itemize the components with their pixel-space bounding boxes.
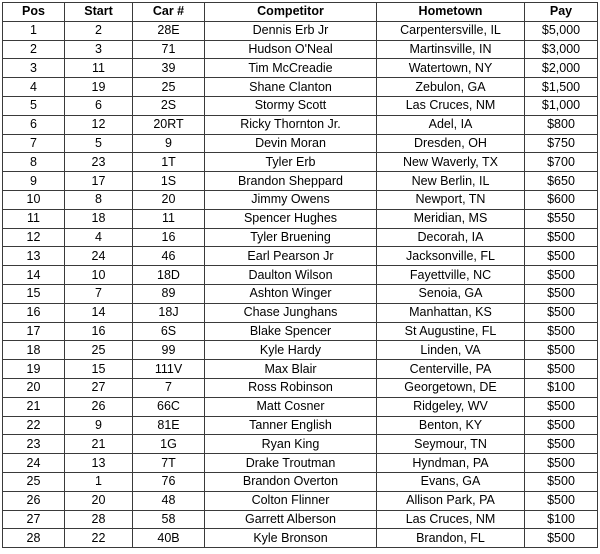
cell-hometown: Newport, TN: [377, 190, 525, 209]
header-competitor: Competitor: [205, 3, 377, 22]
cell-pos: 28: [3, 529, 65, 548]
table-row: [3, 341, 598, 360]
table-body: [3, 21, 598, 547]
table-row: [3, 491, 598, 510]
cell-pos: 9: [3, 172, 65, 191]
cell-start: 24: [65, 247, 133, 266]
cell-competitor: Spencer Hughes: [205, 209, 377, 228]
cell-pos: 26: [3, 491, 65, 510]
cell-pos: 6: [3, 115, 65, 134]
cell-pay: $500: [525, 360, 598, 379]
cell-start: 17: [65, 172, 133, 191]
cell-pay: $3,000: [525, 40, 598, 59]
table-row: [3, 529, 598, 548]
cell-hometown: Watertown, NY: [377, 59, 525, 78]
cell-start: 6: [65, 96, 133, 115]
cell-pay: $500: [525, 454, 598, 473]
cell-start: 7: [65, 284, 133, 303]
cell-start: 26: [65, 397, 133, 416]
cell-competitor: Max Blair: [205, 360, 377, 379]
cell-start: 16: [65, 322, 133, 341]
cell-hometown: Hyndman, PA: [377, 454, 525, 473]
cell-pay: $500: [525, 322, 598, 341]
cell-start: 27: [65, 378, 133, 397]
cell-hometown: Linden, VA: [377, 341, 525, 360]
cell-pos: 5: [3, 96, 65, 115]
cell-competitor: Ross Robinson: [205, 378, 377, 397]
table-row: [3, 360, 598, 379]
cell-competitor: Tyler Bruening: [205, 228, 377, 247]
table-header: [3, 3, 598, 22]
cell-competitor: Kyle Bronson: [205, 529, 377, 548]
cell-pay: $500: [525, 416, 598, 435]
table-row: [3, 322, 598, 341]
cell-pay: $750: [525, 134, 598, 153]
table-row: [3, 228, 598, 247]
cell-competitor: Hudson O'Neal: [205, 40, 377, 59]
cell-competitor: Brandon Sheppard: [205, 172, 377, 191]
cell-competitor: Tyler Erb: [205, 153, 377, 172]
cell-car: 6S: [133, 322, 205, 341]
table-row: [3, 266, 598, 285]
cell-competitor: Blake Spencer: [205, 322, 377, 341]
cell-hometown: Senoia, GA: [377, 284, 525, 303]
cell-start: 12: [65, 115, 133, 134]
cell-start: 3: [65, 40, 133, 59]
cell-competitor: Shane Clanton: [205, 78, 377, 97]
cell-car: 99: [133, 341, 205, 360]
cell-start: 20: [65, 491, 133, 510]
table-row: [3, 454, 598, 473]
cell-start: 25: [65, 341, 133, 360]
cell-pos: 2: [3, 40, 65, 59]
cell-competitor: Tim McCreadie: [205, 59, 377, 78]
cell-pay: $500: [525, 247, 598, 266]
cell-hometown: Centerville, PA: [377, 360, 525, 379]
cell-pay: $500: [525, 491, 598, 510]
cell-hometown: Georgetown, DE: [377, 378, 525, 397]
cell-car: 46: [133, 247, 205, 266]
cell-hometown: Evans, GA: [377, 472, 525, 491]
cell-car: 40B: [133, 529, 205, 548]
cell-car: 7: [133, 378, 205, 397]
table-row: [3, 472, 598, 491]
cell-start: 19: [65, 78, 133, 97]
cell-pos: 11: [3, 209, 65, 228]
cell-pos: 15: [3, 284, 65, 303]
cell-pay: $500: [525, 397, 598, 416]
cell-hometown: St Augustine, FL: [377, 322, 525, 341]
cell-pos: 23: [3, 435, 65, 454]
cell-competitor: Earl Pearson Jr: [205, 247, 377, 266]
table-row: [3, 303, 598, 322]
cell-car: 1T: [133, 153, 205, 172]
table-row: [3, 172, 598, 191]
table-row: [3, 59, 598, 78]
cell-start: 13: [65, 454, 133, 473]
cell-pos: 1: [3, 21, 65, 40]
cell-hometown: Fayettville, NC: [377, 266, 525, 285]
cell-pos: 3: [3, 59, 65, 78]
cell-hometown: Zebulon, GA: [377, 78, 525, 97]
cell-competitor: Drake Troutman: [205, 454, 377, 473]
cell-car: 71: [133, 40, 205, 59]
cell-pay: $500: [525, 435, 598, 454]
cell-hometown: Dresden, OH: [377, 134, 525, 153]
table-row: [3, 510, 598, 529]
cell-hometown: Meridian, MS: [377, 209, 525, 228]
cell-pay: $2,000: [525, 59, 598, 78]
cell-car: 1G: [133, 435, 205, 454]
cell-car: 16: [133, 228, 205, 247]
cell-pos: 8: [3, 153, 65, 172]
cell-pay: $100: [525, 378, 598, 397]
cell-competitor: Ricky Thornton Jr.: [205, 115, 377, 134]
table-row: [3, 209, 598, 228]
cell-pos: 21: [3, 397, 65, 416]
cell-pay: $600: [525, 190, 598, 209]
cell-start: 4: [65, 228, 133, 247]
cell-competitor: Stormy Scott: [205, 96, 377, 115]
cell-start: 11: [65, 59, 133, 78]
cell-hometown: Manhattan, KS: [377, 303, 525, 322]
header-hometown: Hometown: [377, 3, 525, 22]
cell-competitor: Devin Moran: [205, 134, 377, 153]
table-row: [3, 284, 598, 303]
cell-start: 8: [65, 190, 133, 209]
cell-competitor: Chase Junghans: [205, 303, 377, 322]
cell-car: 18D: [133, 266, 205, 285]
cell-start: 23: [65, 153, 133, 172]
cell-pos: 24: [3, 454, 65, 473]
cell-competitor: Jimmy Owens: [205, 190, 377, 209]
cell-pay: $550: [525, 209, 598, 228]
cell-car: 48: [133, 491, 205, 510]
table-row: [3, 78, 598, 97]
cell-car: 18J: [133, 303, 205, 322]
cell-car: 28E: [133, 21, 205, 40]
cell-hometown: Ridgeley, WV: [377, 397, 525, 416]
cell-pos: 4: [3, 78, 65, 97]
cell-pos: 10: [3, 190, 65, 209]
cell-hometown: New Waverly, TX: [377, 153, 525, 172]
table-row: [3, 435, 598, 454]
cell-pay: $500: [525, 529, 598, 548]
cell-pos: 7: [3, 134, 65, 153]
cell-hometown: Allison Park, PA: [377, 491, 525, 510]
cell-start: 14: [65, 303, 133, 322]
cell-pay: $500: [525, 228, 598, 247]
cell-competitor: Dennis Erb Jr: [205, 21, 377, 40]
cell-car: 89: [133, 284, 205, 303]
header-pos: Pos: [3, 3, 65, 22]
table-row: [3, 416, 598, 435]
cell-competitor: Tanner English: [205, 416, 377, 435]
cell-pay: $650: [525, 172, 598, 191]
cell-pos: 25: [3, 472, 65, 491]
cell-pay: $800: [525, 115, 598, 134]
cell-pay: $500: [525, 341, 598, 360]
cell-pay: $500: [525, 303, 598, 322]
cell-car: 20RT: [133, 115, 205, 134]
cell-competitor: Kyle Hardy: [205, 341, 377, 360]
header-car: Car #: [133, 3, 205, 22]
cell-pay: $1,500: [525, 78, 598, 97]
cell-pay: $1,000: [525, 96, 598, 115]
cell-pay: $100: [525, 510, 598, 529]
cell-car: 76: [133, 472, 205, 491]
cell-car: 1S: [133, 172, 205, 191]
cell-hometown: Jacksonville, FL: [377, 247, 525, 266]
cell-start: 21: [65, 435, 133, 454]
cell-competitor: Matt Cosner: [205, 397, 377, 416]
cell-pos: 22: [3, 416, 65, 435]
cell-hometown: Las Cruces, NM: [377, 510, 525, 529]
cell-pos: 13: [3, 247, 65, 266]
table-row: [3, 96, 598, 115]
cell-pay: $5,000: [525, 21, 598, 40]
cell-competitor: Ryan King: [205, 435, 377, 454]
cell-car: 81E: [133, 416, 205, 435]
cell-pay: $500: [525, 266, 598, 285]
cell-competitor: Garrett Alberson: [205, 510, 377, 529]
cell-pos: 20: [3, 378, 65, 397]
cell-competitor: Colton Flinner: [205, 491, 377, 510]
table-row: [3, 397, 598, 416]
cell-pay: $500: [525, 284, 598, 303]
cell-start: 1: [65, 472, 133, 491]
cell-hometown: New Berlin, IL: [377, 172, 525, 191]
cell-pos: 18: [3, 341, 65, 360]
table-row: [3, 153, 598, 172]
cell-start: 2: [65, 21, 133, 40]
cell-pos: 27: [3, 510, 65, 529]
table-row: [3, 247, 598, 266]
cell-competitor: Ashton Winger: [205, 284, 377, 303]
cell-car: 2S: [133, 96, 205, 115]
table-row: [3, 378, 598, 397]
cell-hometown: Martinsville, IN: [377, 40, 525, 59]
cell-car: 20: [133, 190, 205, 209]
cell-hometown: Brandon, FL: [377, 529, 525, 548]
cell-pay: $500: [525, 472, 598, 491]
cell-car: 11: [133, 209, 205, 228]
header-row: [3, 3, 598, 22]
cell-start: 18: [65, 209, 133, 228]
results-table: [2, 2, 598, 548]
cell-hometown: Adel, IA: [377, 115, 525, 134]
header-pay: Pay: [525, 3, 598, 22]
cell-start: 10: [65, 266, 133, 285]
cell-competitor: Daulton Wilson: [205, 266, 377, 285]
cell-start: 15: [65, 360, 133, 379]
cell-start: 22: [65, 529, 133, 548]
cell-hometown: Benton, KY: [377, 416, 525, 435]
cell-competitor: Brandon Overton: [205, 472, 377, 491]
cell-car: 7T: [133, 454, 205, 473]
cell-pos: 14: [3, 266, 65, 285]
cell-hometown: Las Cruces, NM: [377, 96, 525, 115]
cell-pos: 12: [3, 228, 65, 247]
cell-car: 66C: [133, 397, 205, 416]
table-row: [3, 21, 598, 40]
cell-start: 9: [65, 416, 133, 435]
cell-car: 58: [133, 510, 205, 529]
cell-start: 5: [65, 134, 133, 153]
cell-hometown: Seymour, TN: [377, 435, 525, 454]
cell-pos: 17: [3, 322, 65, 341]
table-row: [3, 134, 598, 153]
cell-hometown: Decorah, IA: [377, 228, 525, 247]
cell-pay: $700: [525, 153, 598, 172]
cell-car: 111V: [133, 360, 205, 379]
table-row: [3, 40, 598, 59]
table-row: [3, 190, 598, 209]
table-row: [3, 115, 598, 134]
cell-start: 28: [65, 510, 133, 529]
cell-car: 39: [133, 59, 205, 78]
header-start: Start: [65, 3, 133, 22]
cell-car: 25: [133, 78, 205, 97]
cell-hometown: Carpentersville, IL: [377, 21, 525, 40]
cell-pos: 16: [3, 303, 65, 322]
cell-pos: 19: [3, 360, 65, 379]
cell-car: 9: [133, 134, 205, 153]
